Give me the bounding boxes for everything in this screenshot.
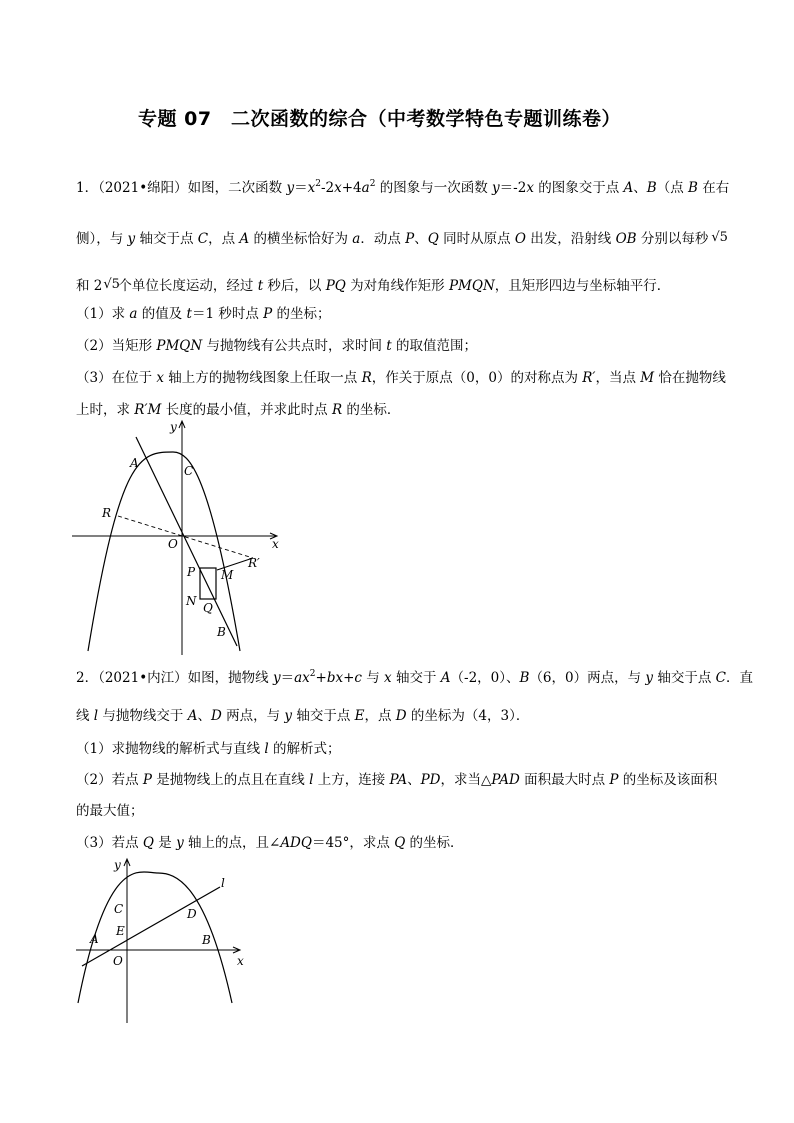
q2-part-2-line-2: 的最大值； <box>76 803 144 819</box>
label-x: x <box>237 954 244 968</box>
q1-part-1: （1）求 a 的值及 t＝1 秒时点 P 的坐标； <box>76 306 331 322</box>
label-a: A <box>130 456 139 470</box>
parabola-curve <box>88 452 240 651</box>
label-b: B <box>217 625 226 639</box>
label-c: C <box>184 464 194 478</box>
rectangle-pmqn <box>200 568 216 599</box>
label-d: D <box>187 907 197 921</box>
q1-line-1: 1．（2021•绵阳）如图，二次函数 $y=x^2-2x+4a^2$ 的图象与一次函数 y＝-2x 的图象交于点 A、B（点 B 在右 <box>76 179 730 196</box>
label-o: O <box>168 537 178 551</box>
q2-part-2-line-1: （2）若点 P 是抛物线上的点且在直线 l 上方，连接 PA、PD，求当△PAD 面积最大时点 P 的坐标及该面积 <box>76 772 718 788</box>
q2-figure <box>70 853 255 1028</box>
page-title: 专题 07 二次函数的综合（中考数学特色专题训练卷） <box>138 108 622 130</box>
label-e: E <box>116 924 125 938</box>
label-r-prime: R′ <box>248 556 260 570</box>
line-l <box>82 887 220 966</box>
q1-line-3: 和 2 √5 个单位长度运动，经过 t 秒后，以 PQ 为对角线作矩形 PMQN，且矩形四边与坐标轴平行． <box>76 277 671 294</box>
q1-part-2: （2）当矩形 PMQN 与抛物线有公共点时，求时间 t 的取值范围； <box>76 338 478 354</box>
q2-line-2: 线 l 与抛物线交于 A、D 两点，与 y 轴交于点 E，点 D 的坐标为（4，3）． <box>76 708 530 724</box>
label-y: y <box>170 420 177 434</box>
label-b: B <box>202 933 211 947</box>
q1-part-3-line-1: （3）在位于 x 轴上方的抛物线图象上任取一点 R，作关于原点（0，0）的对称点为 R′，当点 M 恰在抛物线 <box>76 370 726 386</box>
dashed-segment-rr <box>118 516 253 558</box>
label-m: M <box>221 568 234 582</box>
label-c: C <box>114 902 124 916</box>
label-a: A <box>90 932 99 946</box>
label-y: y <box>114 858 121 872</box>
label-r: R <box>102 506 112 520</box>
q1-line-2: 侧），与 y 轴交于点 C，点 A 的横坐标恰好为 a．动点 P、Q 同时从原点 O 出发，沿射线 OB 分别以每秒 √5 <box>76 230 728 247</box>
label-n: N <box>186 594 197 608</box>
q1-figure <box>60 415 300 660</box>
q1-part-3-line-2: 上时，求 R′M 长度的最小值，并求此时点 R 的坐标． <box>76 402 401 418</box>
label-o: O <box>113 954 123 968</box>
label-p: P <box>187 565 196 579</box>
label-l: l <box>221 876 225 890</box>
label-x: x <box>272 537 279 551</box>
q2-line-1: 2．（2021•内江）如图，抛物线 $y=ax^2+bx+c$ 与 x 轴交于 A（-2，0）、B（6，0）两点，与 y 轴交于点 C．直 <box>76 669 753 686</box>
q2-part-1: （1）求抛物线的解析式与直线 l 的解析式； <box>76 741 341 757</box>
label-q: Q <box>203 601 213 615</box>
q2-part-3: （3）若点 Q 是 y 轴上的点，且∠ADQ＝45°，求点 Q 的坐标． <box>76 835 464 851</box>
